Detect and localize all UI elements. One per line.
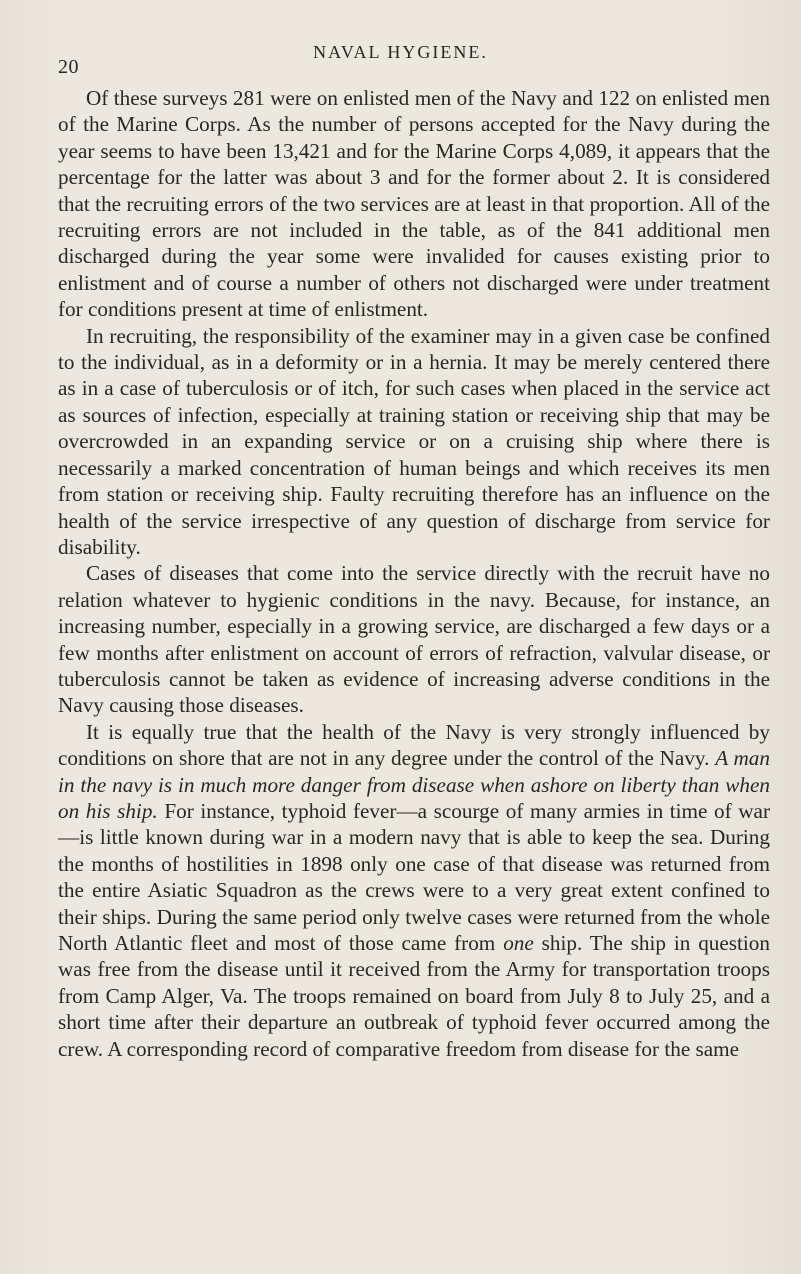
paragraph-shore-conditions: [58, 719, 770, 1062]
paragraph-text: ship. The ship in question was free from the disease until it received from the Army for transportation troops from Camp Alger, Va. The troops remained on board from July 8 to July 25, and a short time after their departure an outbreak of typhoid fever occurred among the crew. A corresponding record of comparative freedom from disease for the same: [58, 931, 770, 1061]
paragraph-text: For instance, typhoid fever—a scourge of many armies in time of war—is little known during war in a modern navy that is able to keep the sea. During the months of hostilities in 1898 only one case of that disease was returned from the entire Asiatic Squadron as the crews were to a very great extent confined to their ships. During the same period only twelve cases were returned from the whole North Atlantic fleet and most of those came from: [58, 798, 771, 955]
page-number: 20: [58, 56, 79, 78]
paragraph-text: It is equally true that the health of the Navy is very strongly influenced by conditions on shore that are not in any degree under the control of the Navy.: [58, 719, 770, 771]
italic-emphasis: A man in the navy is in much more danger from disease when ashore on liberty than when on his ship.: [58, 746, 770, 823]
body-text: [58, 85, 770, 1062]
italic-word: one: [503, 931, 534, 955]
paragraph-diseases: Cases of diseases that come into the service directly with the recruit have no relation whatever to hygienic conditions in the navy. Because, for instance, an increasing number, especially in a growing service, are discharged a few days or a few months after enlistment on account of errors of refraction, valvular disease, or tuberculosis cannot be taken as evidence of increasing adverse conditions in the Navy causing those diseases.: [58, 561, 770, 718]
page-header: [0, 42, 801, 78]
paragraph-recruiting: In recruiting, the responsibility of the examiner may in a given case be confined to the individual, as in a deformity or in a hernia. It may be merely centered there as in a case of tuberculosis or of itch, for such cases when placed in the service act as sources of infection, especially at training station or receiving ship that may be overcrowded in an expanding service or on a cruising ship where there is necessarily a marked concentration of human beings and which receives its men from station or receiving ship. Faulty recruiting therefore has an influence on the health of the service irrespective of any question of discharge from service for disability.: [58, 323, 770, 559]
paragraph-surveys: Of these surveys 281 were on enlisted men of the Navy and 122 on enlisted men of the Marine Corps. As the number of persons accepted for the Navy during the year seems to have been 13,421 and for the Marine Corps 4,089, it appears that the percentage for the latter was about 3 and for the former about 2. It is considered that the recruiting errors of the two services are at least in that proportion. All of the recruiting errors are not included in the table, as of the 841 additional men discharged during the year some were invalided for causes existing prior to enlistment and of course a number of others not discharged were under treatment for conditions present at time of enlistment.: [58, 86, 770, 322]
running-head: NAVAL HYGIENE.: [313, 42, 488, 62]
